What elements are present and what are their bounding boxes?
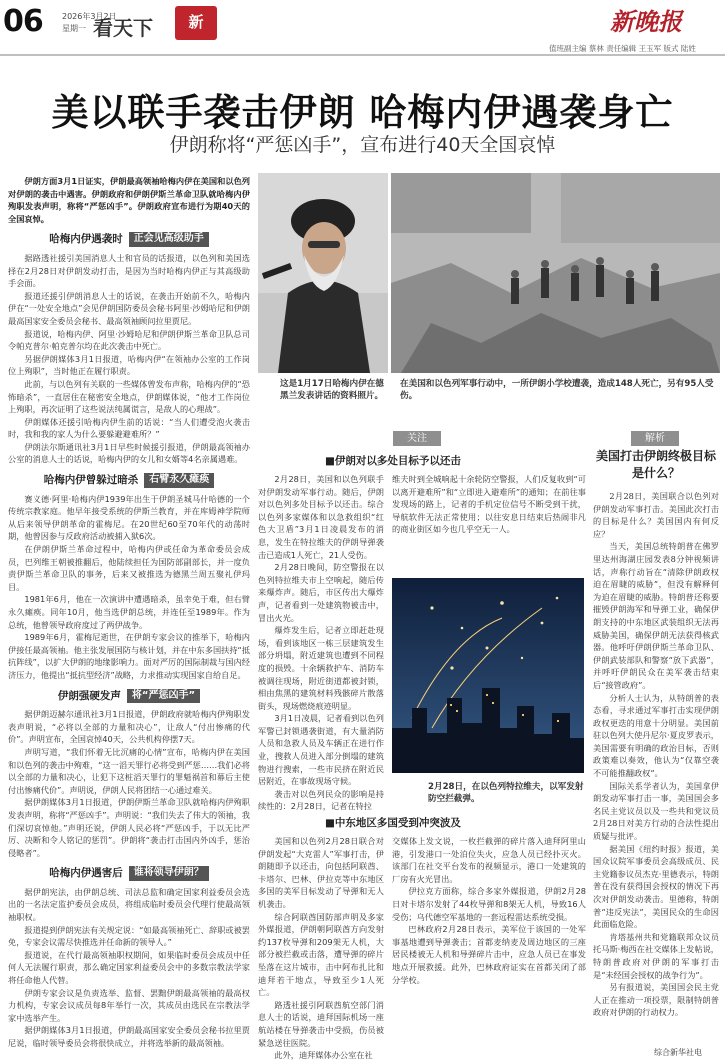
header-rule [0, 54, 725, 56]
paragraph: 当天，美国总统特朗普在佛罗里达州海湖庄园发表8分钟视频讲话，声称行动旨在“清除伊朗政权迫在眉睫的威胁”，但没有解释何为迫在眉睫的威胁。特朗普还称要摧毁伊朗海军和导弹工业，确保伊朗支持的中东地区武装组织无法再威胁美国，确保伊朗无法获得核武器。他呼吁伊朗伊斯兰革命卫队、伊朗武装部队和警察“放下武器”，并呼吁伊朗民众在美军袭击结束后“接管政府”。 [593, 541, 719, 690]
attention-col-2 [392, 473, 586, 573]
paragraph: 此外，迪拜媒体办公室在社 [274, 1050, 373, 1060]
page-header [0, 0, 725, 54]
left-column [8, 175, 250, 1060]
portrait-caption: 这是1月17日哈梅内伊在德黑兰发表讲话的资料照片。 [280, 379, 384, 401]
paragraph: 据伊朗迈赫尔通讯社3月1日报道，伊朗政府就哈梅内伊殉职发表声明说，“必将以全部的力量和决心”，让敌人“付出惨痛的代价”。声明宣布，全国哀悼40天，公共机构停摆7天。 [8, 709, 250, 745]
paragraph: 巴林政府2月28日表示，美军位于该国的一处军事基地遭到导弹袭击；首都麦纳麦及周边地区的三座居民楼被无人机和导弹碎片击中，应急人员已在事发地点开展救援。此外，巴林政府证实在首都关闭了部分学校。 [392, 924, 586, 985]
subhead-3-tag: 将“严惩凶手” [127, 689, 200, 704]
paragraph: 据伊朗宪法，由伊朗总统、司法总监和确定国家利益委员会选出的一名法定监护委员会成员，将组成临时委员会代理行使最高领袖职权。 [8, 886, 250, 923]
night-city-photo [392, 578, 584, 773]
paragraph: 据伊朗媒体3月1日报道，伊朗伊斯兰革命卫队就哈梅内伊殉职发表声明，称将“严惩凶手”。声明说：“我们失去了伟大的领袖，我们深切哀悼他。”声明还说，伊朗人民必将“严惩凶手，于以无比严厉、决断和令人铭记的惩罚”。伊朗将“袭击打击国内外凶手，惩治侵略者”。 [8, 797, 250, 858]
section-b-col-2 [392, 835, 586, 1060]
subhead-4-tag: 谁将领导伊朗？ [129, 866, 209, 881]
paragraph: 据路透社援引美国消息人士和官员的话报道，以色列和美国选择在2月28日对伊朗发动打击，是因为当时哈梅内伊正与其高级助手会面。 [8, 252, 250, 289]
paragraph: 报道说，在代行最高领袖职权期间，如果临时委员会成员中任何人无法履行职责，那么确定国家利益委员会中的多数宗教法学家将任命他人代替。 [8, 949, 250, 986]
paragraph: 据美国《纽约时报》报道，美国众议院军事委员会高级成员、民主党籍参议员杰克·里德表示，特朗普在没有获得国会授权的情况下再次对伊朗发动袭击。里德称，特朗普“违反宪法”，美国民众的生命因此面临危险。 [593, 843, 719, 930]
weekday-text: 星期一 [62, 24, 86, 33]
paragraph: 赛义德·阿里·哈梅内伊1939年出生于伊朗圣城马什哈德的一个传统宗教家庭。他早年接受系统的伊斯兰教育，并在库姆神学院师从后来领导伊朗革命的霍梅尼。在20世纪60至70年代的动荡时期，他曾因参与反政府活动被捕入狱6次。 [8, 493, 250, 542]
paragraph: 美国和以色列2月28日联合对伊朗发起“大克雷人”军事打击，伊朗随即予以还击，向包括阿联酋、卡塔尔、巴林、伊拉克等中东地区多国的美军目标发动了导弹和无人机袭击。 [258, 836, 384, 909]
attention-col-1 [258, 473, 384, 828]
paragraph: 1981年6月，他在一次演讲中遭遇暗杀，虽幸免于难，但右臂永久瘫痪。同年10月，他当选伊朗总统，并连任至1989年。作为总统，他曾领导政府度过了两伊战争。 [8, 594, 250, 630]
paragraph: 3月1日凌晨，记者看到以色列军警已封锁遇袭街道，有大量消防人员和急救人员及车辆正在进行作业，搜救人员进入部分倒塌的建筑物进行搜索，一些市民挤在附近民居附近，在事故现场守候。 [258, 713, 384, 787]
paragraph: 伊朗媒体还援引哈梅内伊生前的话说：“当人们遭受泡火袭击时，我和我的家人为什么要躲避避难所？” [8, 416, 250, 440]
section-b-heading: ■中东地区多国受到冲突波及 [325, 817, 461, 829]
paragraph: 综合阿联酋国防部声明及多家外媒报道，伊朗朝阿联酋方向发射约137枚导弹和209架无人机，大部分被拦截或击落，遭导弹的碎片坠落在这片城市，击中阿布扎比和迪拜若干地点，导致至少1人死亡。 [258, 911, 384, 998]
section-b-title: 中东地区多国受到冲突波及 [334, 817, 461, 829]
paragraph: 声明写道，“我们怀着无比沉痛的心情”宣布，哈梅内伊在美国和以色列的袭击中殉难，“这一滔天罪行必将受到严惩……我们必将以全部的力量和决心，让犯下这桩滔天罪行的罪魁祸首和幕后主使付出惨痛代价”。声明说，伊朗人民将团结一心通过难关。 [8, 746, 250, 795]
page-number: 06 [3, 4, 43, 39]
analysis-headline: 美国打击伊朗终极目标是什么？ [595, 449, 716, 480]
paragraph: 交媒体上发文说，一枚拦截弹的碎片落入迪拜阿里山港，引发港口一处泊位失火，应急人员已经扑灭火。该部门在社交平台发布的视频显示，港口一处建筑的厂房有火光冒出。 [392, 836, 586, 884]
paragraph: 爆炸发生后，记者立即赶赴现场，看到该地区一栋三层建筑发生部分坍塌，附近建筑也遭到不同程度的损毁。十余辆救护车、消防车被调往现场，附近街道都被封锁，相由焦黑的建筑材料残骸碎片散落街头，现场燃烧痕迹明显。 [258, 625, 384, 711]
paragraph: 报道提到伊朗宪法有关规定说：“如最高领袖死亡、辞职或被罢免，专家会议需尽快推选并任命新的领导人。” [8, 924, 250, 948]
paragraph: 分析人士认为，从特朗普的表态看，寻求通过军事打击实现伊朗政权更迭的用意十分明显。美国前驻以色列大使丹尼尔·夏皮罗表示，美国需要有明确的政治目标，否则政策难以奏效，他认为“仅靠空袭不可能推翻政权”。 [593, 692, 719, 779]
paragraph: 国际关系学者认为，美国拿伊朗发动军事打击一事，美国国会多名民主党议员以及一些共和党议员2月28日对美方行动的合法性提出质疑与批评。 [593, 780, 719, 842]
paragraph: 此前，与以色列有关联的一些媒体曾发布声称，哈梅内伊的“恐怖暗杀”，一直居住在秘密安全地点，伊朗媒体说，“他才工作岗位上殉职，再次证明了这些说法纯属谎言，是敌人的心理战”。 [8, 378, 250, 415]
subhead-2 [8, 473, 250, 488]
editor-credits: 值班副主编 蔡林 责任编辑 王玉军 版式 陆姓 [549, 44, 696, 53]
section-b-col-1 [258, 835, 384, 1060]
subhead-3-title: 伊朗强硬发声 [57, 689, 121, 702]
subheadline: 伊朗称将“严惩凶手”，宣布进行40天全国哀悼 [169, 134, 556, 156]
subhead-4-title: 哈梅内伊遇害后 [49, 867, 123, 880]
analysis-badge: 解析 [631, 431, 679, 446]
subhead-1-title: 哈梅内伊遇袭时 [49, 233, 123, 246]
subhead-2-tag: 右臂永久瘫痪 [144, 473, 214, 488]
date-text: 2026年3月2日 [62, 12, 117, 21]
portrait-photo [258, 173, 388, 373]
analysis-column [593, 490, 719, 1044]
newspaper-logo: 新晚报 [610, 7, 682, 36]
section-a-heading: ■伊朗对以多处目标予以还击 [325, 455, 461, 467]
subhead-2-title: 哈梅内伊曾躲过暗杀 [43, 474, 139, 487]
paragraph: 另据伊朗媒体3月1日报道，哈梅内伊“在领袖办公室的工作岗位上殉职”，当时他正在履行职责。 [8, 353, 250, 377]
section-title: 看天下 [93, 16, 153, 40]
paragraph: 报道还援引伊朗消息人士的话说，在袭击开始前不久，哈梅内伊在“一处安全地点”会见伊朗国防委员会秘书阿里·沙姆哈尼和伊朗最高国家安全委员会秘书、最高领袖顾问拉里贾尼。 [8, 290, 250, 326]
paragraph: 2月28日，美国和以色列联手对伊朗发动军事行动。随后，伊朗对以色列多处目标予以还击。综合以色列多家媒体和以急救组织“红色大卫盾”3月1日凌晨发布的消息，发生在特拉维夫的伊朗导弹袭击已造成1人死亡，21人受伤。 [258, 474, 384, 560]
paragraph: 肯塔基州共和党籍联邦众议员托马斯·梅西在社交媒体上发帖说，特朗普政府对伊朗的军事打击是“未经国会授权的战争行为”。 [593, 931, 719, 980]
paragraph: 1989年6月，霍梅尼逝世，在伊朗专家会议的推举下，哈梅内伊接任最高领袖。他主张发展国防与核计划，并在中东多国扶持“抵抗阵线”，以扩大伊朗的地缘影响力。面对严厉的国际制裁与国内经济压力，他提出“抵抗型经济”战略，力求推动实现国家自给自足。 [8, 632, 250, 680]
paragraph: 2月28日晚间，防空警报在以色列特拉维夫市上空响起，随后传来爆炸声。随后，市区传出大爆炸声，记者看到一处建筑物被击中，冒出火光。 [258, 562, 384, 623]
paragraph: 报道说，哈梅内伊、阿里·沙姆哈尼和伊朗伊斯兰革命卫队总司令帕克普尔·帕克普尔均在此次袭击中死亡。 [8, 328, 250, 352]
subhead-1-tag: 正会见高级助手 [129, 232, 209, 247]
paragraph: 袭击对以色列民众的影响是持续性的：2月28日，记者在特拉 [258, 788, 384, 812]
portrait-illustration [258, 173, 388, 373]
paragraph: 伊朗法尔斯通讯社3月1日早些时候援引报道，伊朗最高领袖办公室的消息人士的话说，哈梅内伊的女儿和女婿等4名亲属遇难。 [8, 441, 250, 465]
rubble-illustration [391, 173, 720, 373]
headline: 美以联手袭击伊朗 哈梅内伊遇袭身亡 [51, 91, 674, 134]
section-a-title: 伊朗对以多处目标予以还击 [334, 455, 461, 467]
paragraph: 维夫时到全城响起十余轮防空警报，人们反复收到“可以离开避难所”和“立即进入避难所”的通知；在前往事发现场的路上，记者的手机定位信号不断受到干扰，导航软件无法正常使用；以往安息日结束后热闹非凡的商业街区如今也几乎空无一人。 [392, 474, 586, 535]
paragraph: 2月28日，美国联合以色列对伊朗发动军事打击。美国此次打击的目标是什么？美国国内有何反应？ [593, 491, 719, 539]
paragraph: 伊朗专家会议是负责选举、监督、罢黜伊朗最高领袖的最高权力机构，专家会议成员每8年举行一次，其成员由选民在宗教法学家中选举产生。 [8, 987, 250, 1023]
night-city-caption: 2月28日，在以色列特拉维夫，以军发射防空拦截弹。 [428, 782, 584, 804]
paragraph: 路透社援引阿联酋航空部门消息人士的话说，迪拜国际机场一座航站楼在导弹袭击中受损，伤员被紧急送往医院。 [258, 999, 384, 1048]
subhead-1 [8, 232, 250, 247]
paragraph: 在伊朗伊斯兰革命过程中，哈梅内伊或任命为革命委员会成员，巴列维王朝被推翻后，他陆续担任为国防部副部长，并一度负责伊斯兰革命卫队的事务，后来又被推选为德黑兰周五聚礼伊玛目。 [8, 544, 250, 592]
night-city-illustration [392, 578, 584, 773]
paragraph: 另有报道说，美国国会民主党人正在推动一项投票，限制特朗普政府对伊朗的行动权力。 [593, 982, 719, 1018]
paragraph: 据伊朗媒体3月1日报道，伊朗最高国家安全委员会秘书拉里贾尼说，临时领导委员会将很快成立，并将选举新的最高领袖。 [8, 1025, 250, 1048]
paragraph: 伊拉克方面称，综合多家外媒报道，伊朗2月28日对卡塔尔发射了44枚导弹和8架无人机，导致16人受伤；乌代德空军基地的一套远程雷达系统受损。 [392, 886, 586, 922]
attention-badge: 关注 [393, 431, 441, 446]
rubble-photo [391, 173, 720, 373]
rubble-caption: 在美国和以色列军事行动中，一所伊朗小学校遭袭，造成148人死亡，另有95人受伤。 [400, 379, 714, 401]
section-seal: 新 [175, 6, 217, 40]
lead-paragraph: 伊朗方面3月1日证实，伊朗最高领袖哈梅内伊在美国和以色列对伊朗的袭击中遇害。伊朗政府和伊朗伊斯兰革命卫队就哈梅内伊殉职发表声明，称将“严惩凶手”。伊朗政府宣布进行为期40天的全国哀悼。 [8, 176, 250, 224]
subhead-3 [8, 689, 250, 704]
subhead-4 [8, 866, 250, 881]
source-credit: 综合新华社电 [654, 1048, 702, 1057]
